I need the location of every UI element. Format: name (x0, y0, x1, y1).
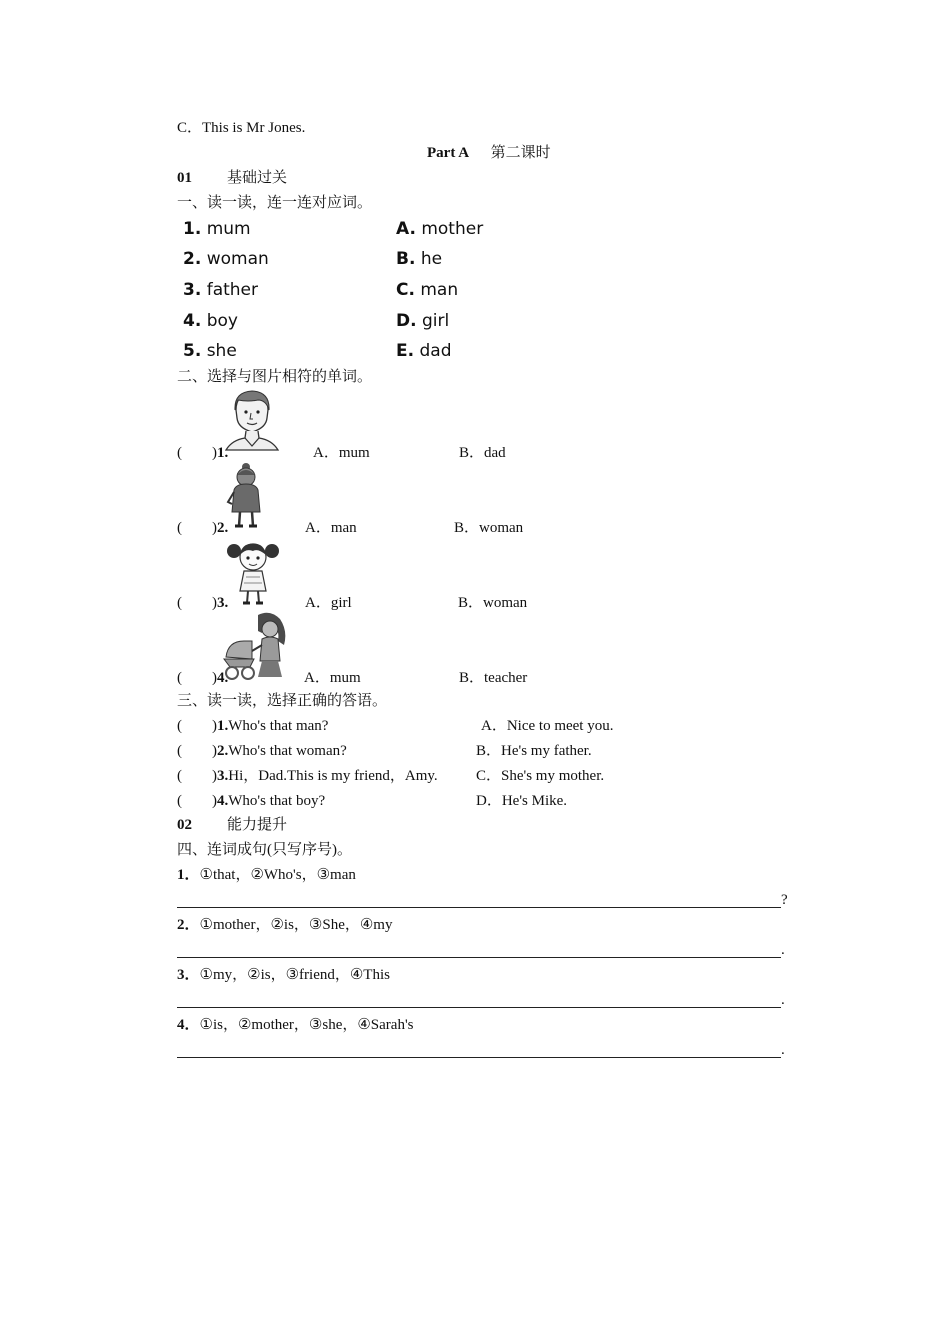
q3-answer: A．Nice to meet you. (481, 718, 614, 734)
answer-line-end: ? (781, 892, 788, 908)
section-ability-label: 能力提升 (227, 817, 288, 833)
previous-answer: C．This is Mr Jones. (177, 120, 306, 136)
answer-line-end: . (781, 992, 785, 1008)
q4-item: 4．①is，②mother，③she，④Sarah's (177, 1017, 414, 1033)
answer-line-end: . (781, 942, 785, 958)
q1-right-item: D. girl (396, 311, 450, 331)
q2-item-4: ( )4. (177, 670, 229, 686)
q1-right-item: A. mother (396, 219, 484, 239)
q2-item-2: ( )2. (177, 520, 229, 536)
q1-right-item: C. man (396, 280, 459, 300)
q3-question: ( )1.Who's that man? (177, 718, 329, 734)
q1-left-item: 4. boy (183, 311, 238, 331)
man-portrait-icon (222, 388, 282, 454)
old-woman-icon (224, 462, 266, 532)
q2-item-3: ( )3. (177, 595, 229, 611)
answer-line[interactable] (177, 1057, 781, 1058)
q3-answer: B．He's my father. (476, 743, 592, 759)
section-basic-label: 基础过关 (227, 170, 288, 186)
q2-option-a: A．girl (305, 595, 352, 611)
q4-title: 四、连词成句(只写序号)。 (177, 842, 352, 858)
q3-question: ( )3.Hi，Dad.This is my friend，Amy. (177, 768, 438, 784)
lesson-label: 第二课时 (490, 145, 551, 161)
q3-title: 三、读一读，选择正确的答语。 (177, 693, 388, 709)
answer-line[interactable] (177, 1007, 781, 1008)
girl-icon (224, 539, 282, 607)
mother-with-pram-icon (222, 611, 292, 681)
q2-option-b: B．teacher (459, 670, 528, 686)
q2-option-a: A．mum (304, 670, 361, 686)
q1-right-item: E. dad (396, 341, 452, 361)
answer-line-end: . (781, 1042, 785, 1058)
q3-question: ( )2.Who's that woman? (177, 743, 347, 759)
q2-option-a: A．man (305, 520, 357, 536)
q1-left-item: 5. she (183, 341, 237, 361)
q2-title: 二、选择与图片相符的单词。 (177, 369, 373, 385)
q2-option-b: B．woman (458, 595, 528, 611)
q2-option-b: B．woman (454, 520, 524, 536)
q1-left-item: 1. mum (183, 219, 251, 239)
q1-left-item: 3. father (183, 280, 258, 300)
section-ability-number: 02 (177, 817, 192, 833)
q1-left-item: 2. woman (183, 249, 269, 269)
q4-item: 1．①that，②Who's，③man (177, 867, 356, 883)
section-basic-number: 01 (177, 170, 192, 186)
q4-item: 3．①my，②is，③friend，④This (177, 967, 390, 983)
q1-right-item: B. he (396, 249, 443, 269)
q3-question: ( )4.Who's that boy? (177, 793, 326, 809)
answer-line[interactable] (177, 957, 781, 958)
part-label: Part A (427, 145, 470, 161)
q2-item-1: ( )1. (177, 445, 229, 461)
q1-title: 一、读一读，连一连对应词。 (177, 195, 373, 211)
q3-answer: C．She's my mother. (476, 768, 605, 784)
q4-item: 2．①mother，②is，③She，④my (177, 917, 393, 933)
answer-line[interactable] (177, 907, 781, 908)
page-heading (427, 144, 551, 162)
q2-option-b: B．dad (459, 445, 506, 461)
q3-answer: D．He's Mike. (476, 793, 568, 809)
q2-option-a: A．mum (313, 445, 370, 461)
